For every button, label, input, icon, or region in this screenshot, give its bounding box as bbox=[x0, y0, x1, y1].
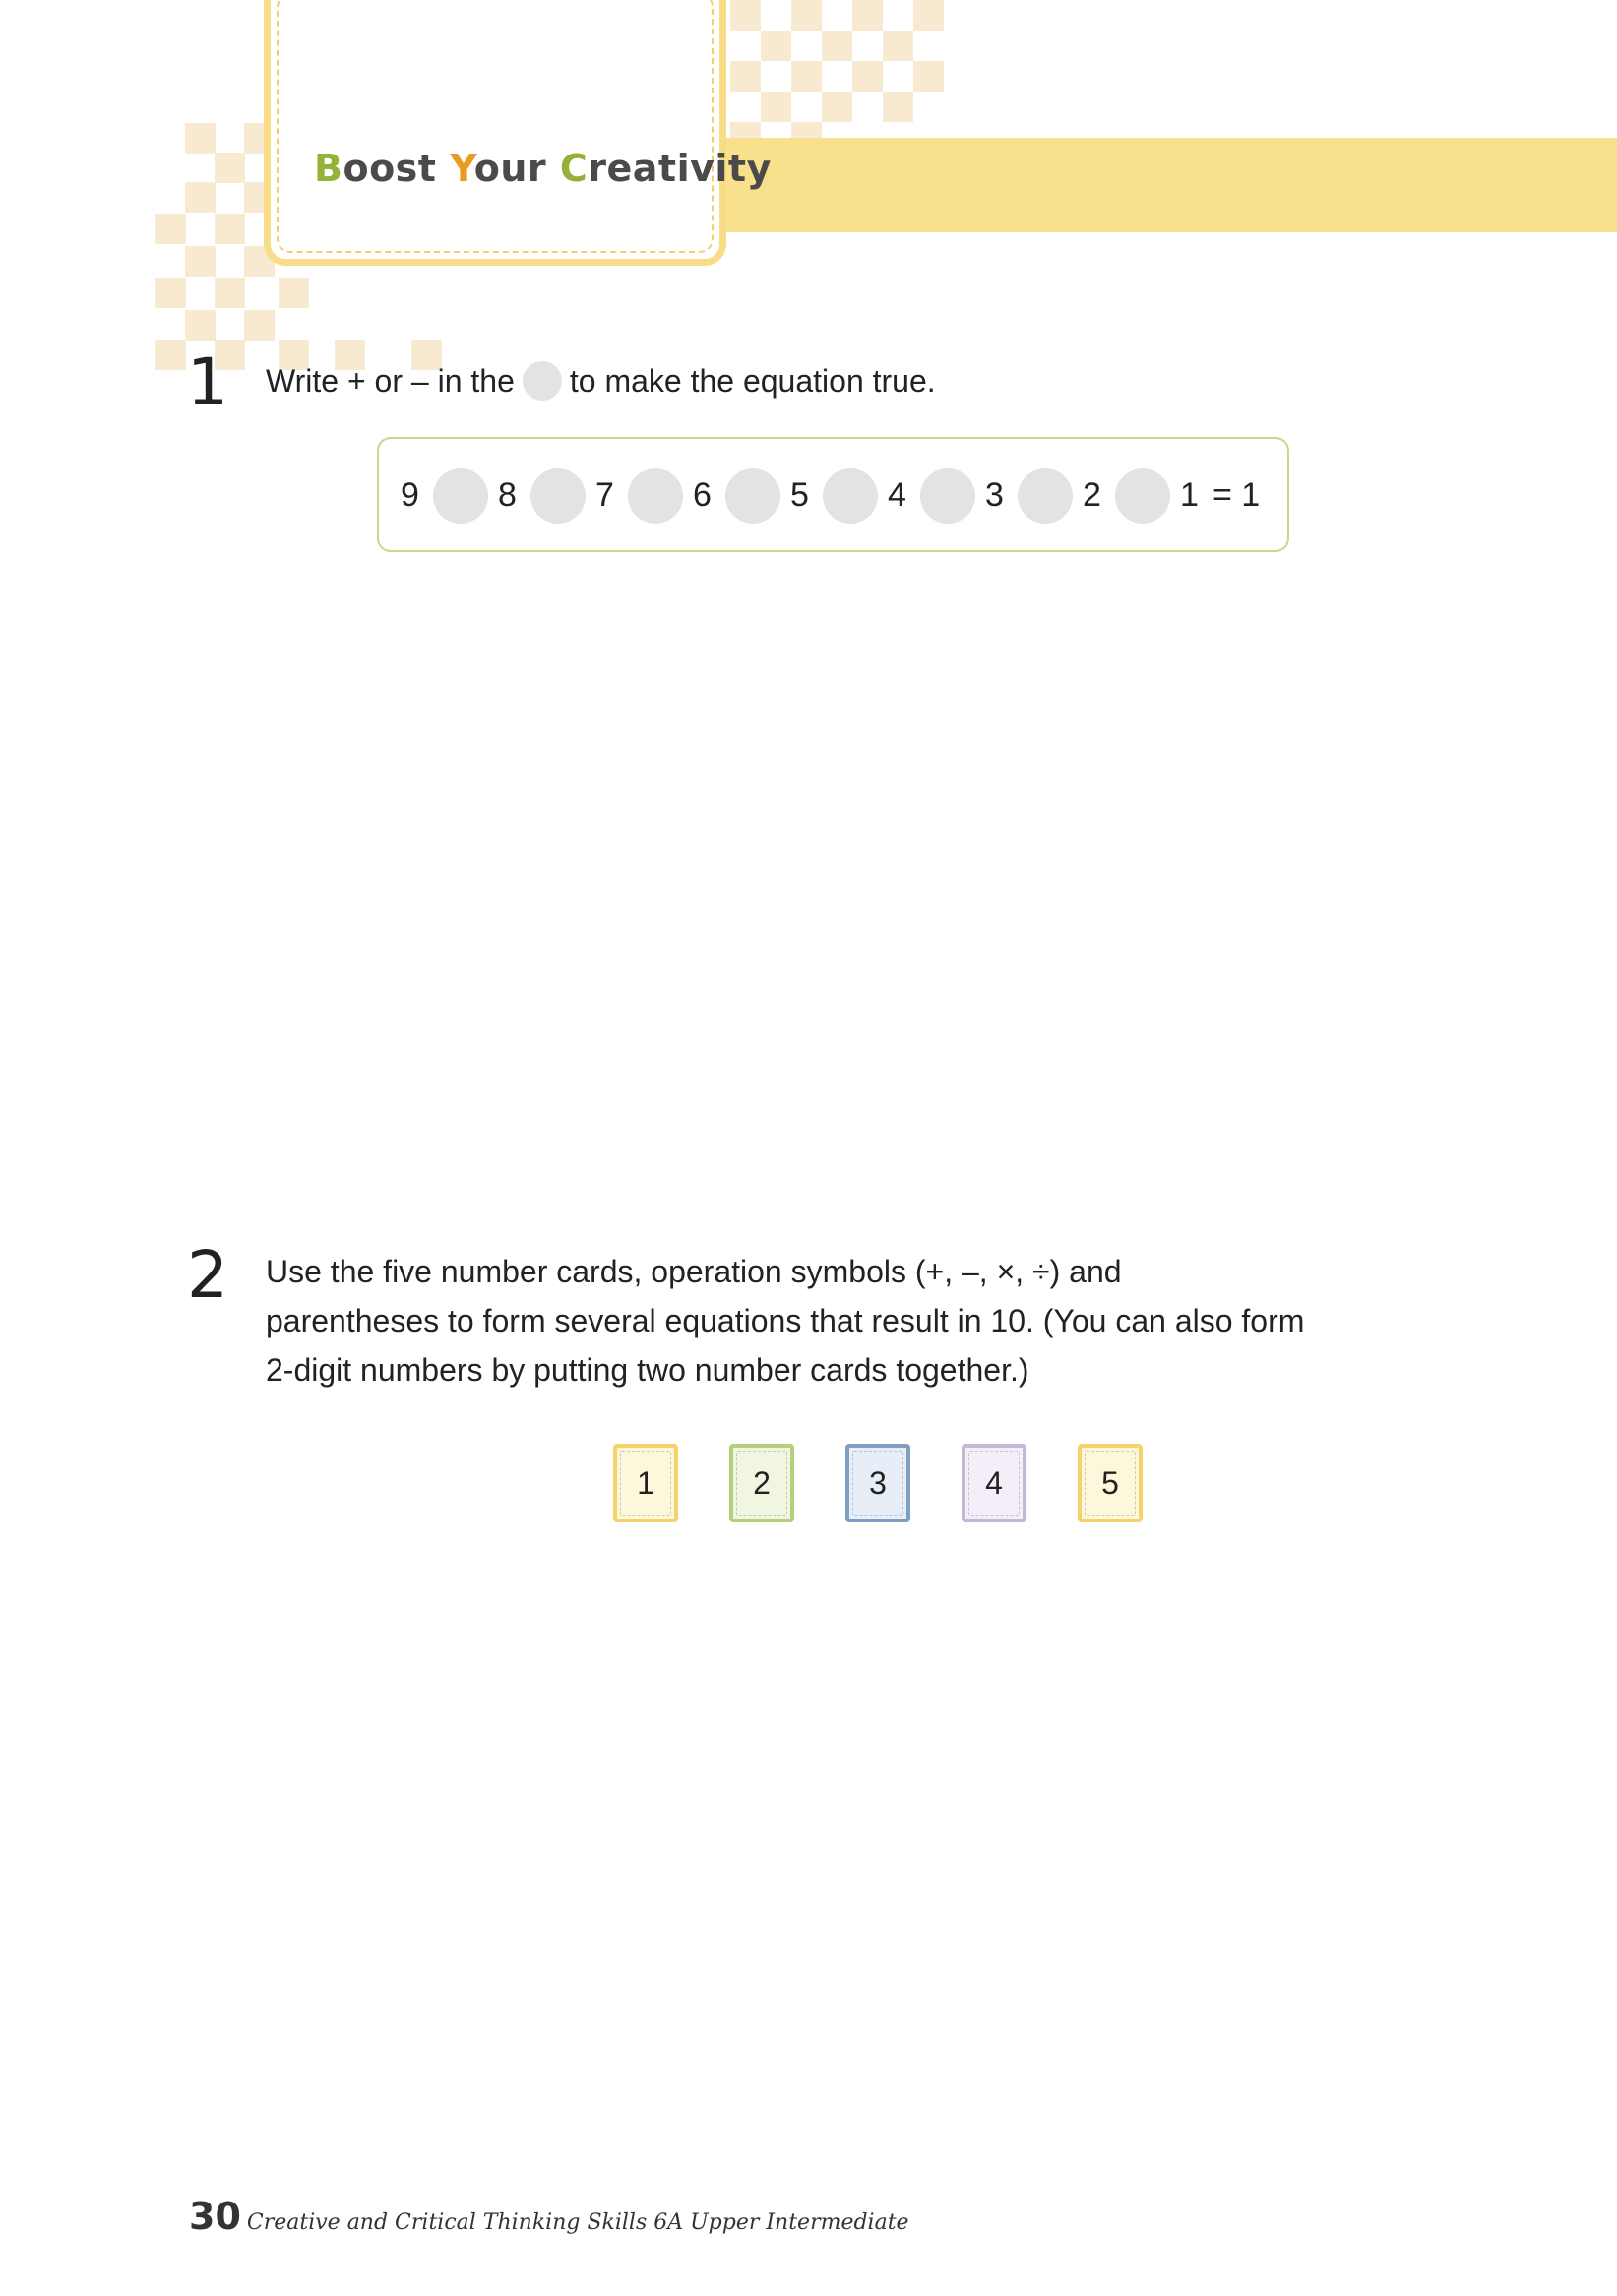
equation-number-3: 3 bbox=[985, 476, 1004, 514]
number-card-label: 4 bbox=[985, 1464, 1003, 1501]
page-footer bbox=[189, 2195, 909, 2238]
card-dashed-border bbox=[852, 1451, 903, 1516]
title-letter-c: C bbox=[559, 147, 589, 190]
title-letter-y: Y bbox=[450, 147, 474, 190]
blank-circle-icon bbox=[523, 361, 562, 401]
number-card-2[interactable] bbox=[729, 1444, 794, 1522]
equation-number-9: 9 bbox=[401, 476, 419, 514]
number-card-5[interactable] bbox=[1078, 1444, 1143, 1522]
equation-number-7: 7 bbox=[595, 476, 614, 514]
card-dashed-border bbox=[620, 1451, 671, 1516]
question-1-text-after: to make the equation true. bbox=[569, 363, 936, 399]
card-dashed-border bbox=[968, 1451, 1020, 1516]
question-1-instruction bbox=[266, 356, 936, 405]
header-band bbox=[718, 138, 1617, 232]
equation-number-4: 4 bbox=[888, 476, 906, 514]
equation-number-8: 8 bbox=[498, 476, 517, 514]
operator-blank-8[interactable] bbox=[1115, 468, 1170, 524]
card-dashed-border bbox=[1085, 1451, 1136, 1516]
section-title bbox=[314, 147, 772, 190]
question-2-line-1: Use the five number cards, operation symbols (+, –, ×, ÷) and bbox=[266, 1254, 1122, 1289]
operator-blank-4[interactable] bbox=[725, 468, 780, 524]
question-2-instruction bbox=[266, 1247, 1304, 1395]
operator-blank-3[interactable] bbox=[628, 468, 683, 524]
card-dashed-border bbox=[736, 1451, 787, 1516]
title-part-reativity: reativity bbox=[588, 147, 772, 190]
equation-box bbox=[377, 437, 1289, 552]
title-part-oost: oost bbox=[342, 147, 451, 190]
number-card-3[interactable] bbox=[845, 1444, 910, 1522]
equation-number-1: 1 bbox=[1180, 476, 1199, 514]
number-card-label: 2 bbox=[753, 1464, 771, 1501]
number-card-label: 1 bbox=[637, 1464, 654, 1501]
equation-number-5: 5 bbox=[790, 476, 809, 514]
title-part-our: our bbox=[473, 147, 560, 190]
operator-blank-5[interactable] bbox=[823, 468, 878, 524]
number-card-1[interactable] bbox=[613, 1444, 678, 1522]
question-2-line-3: 2-digit numbers by putting two number cards together.) bbox=[266, 1352, 1029, 1388]
operator-blank-2[interactable] bbox=[530, 468, 586, 524]
operator-blank-7[interactable] bbox=[1018, 468, 1073, 524]
equation-number-2: 2 bbox=[1083, 476, 1101, 514]
book-title: Creative and Critical Thinking Skills 6A Upper Intermediate bbox=[246, 2210, 909, 2235]
operator-blank-1[interactable] bbox=[433, 468, 488, 524]
title-letter-b: B bbox=[314, 147, 343, 190]
page-number: 30 bbox=[189, 2195, 241, 2238]
section-title-frame bbox=[264, 0, 772, 266]
number-card-label: 3 bbox=[869, 1464, 887, 1501]
equation-number-6: 6 bbox=[693, 476, 712, 514]
number-card-label: 5 bbox=[1101, 1464, 1119, 1501]
question-1-number: 1 bbox=[187, 344, 228, 420]
question-2-number: 2 bbox=[187, 1237, 228, 1313]
question-1-text-before: Write + or – in the bbox=[266, 363, 515, 399]
operator-blank-6[interactable] bbox=[920, 468, 975, 524]
section-title-frame-dashed bbox=[277, 0, 714, 253]
equation-result: = 1 bbox=[1213, 476, 1261, 514]
question-2-line-2: parentheses to form several equations that result in 10. (You can also form bbox=[266, 1303, 1305, 1338]
number-card-4[interactable] bbox=[962, 1444, 1026, 1522]
